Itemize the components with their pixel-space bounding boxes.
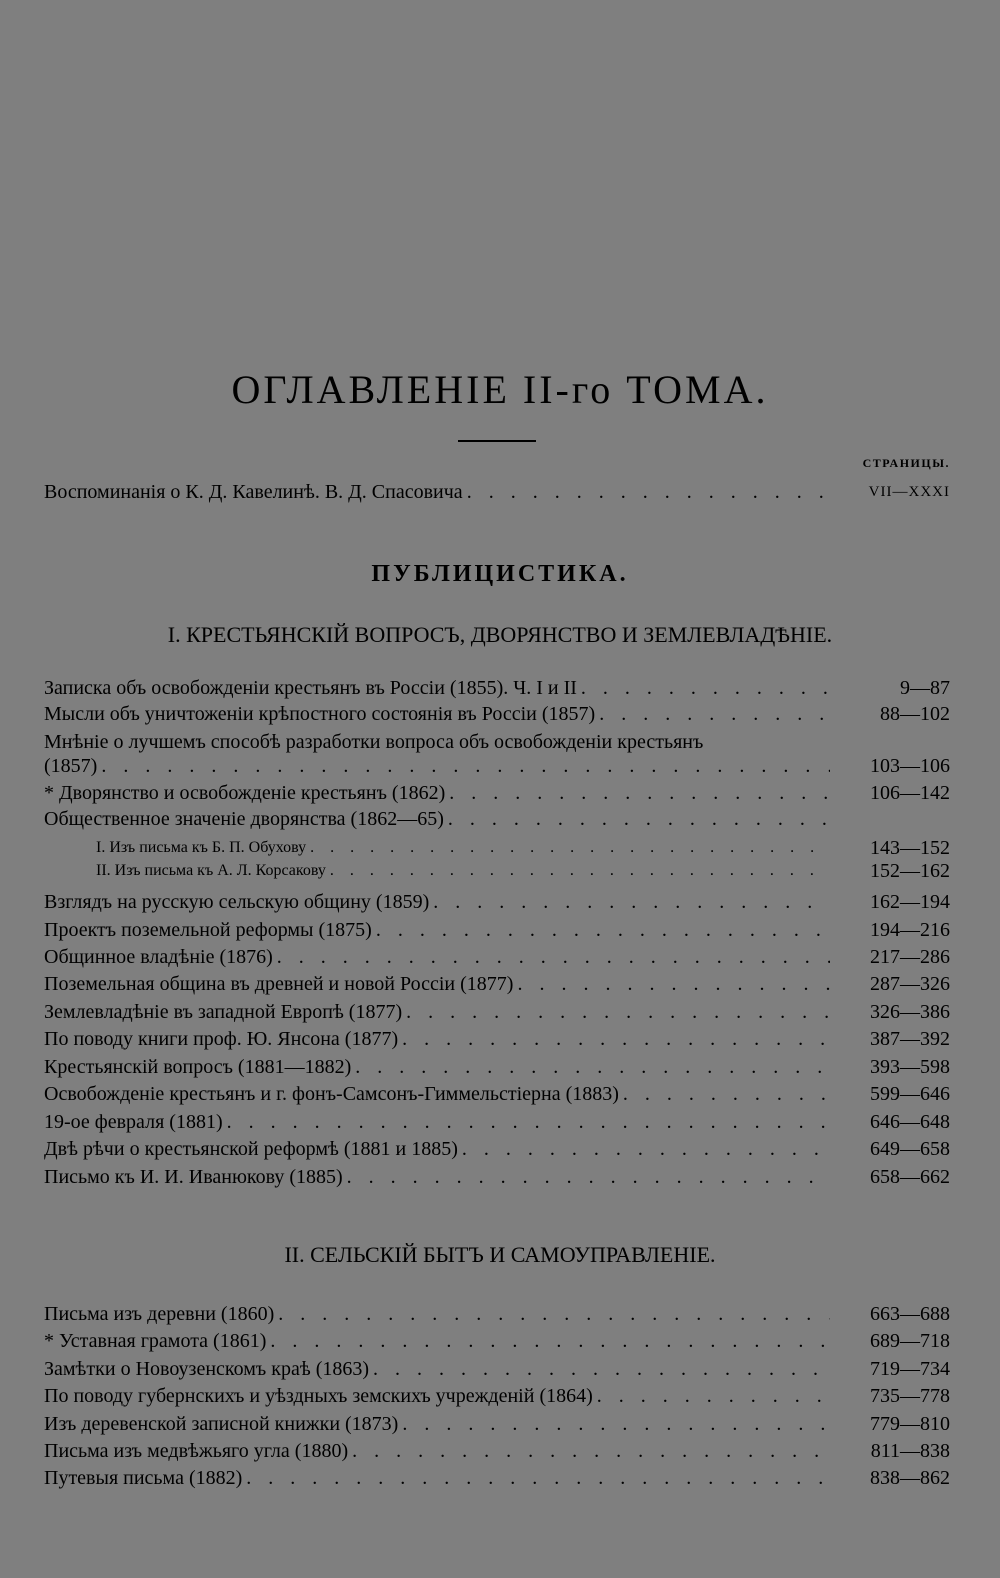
toc-entry-pages: 719—734 <box>870 1358 950 1380</box>
leader-dots <box>278 1300 830 1328</box>
toc-entry-pages: 194—216 <box>870 919 950 941</box>
leader-dots <box>623 1080 830 1108</box>
toc-entry <box>44 1300 950 1328</box>
toc-entry <box>44 779 950 807</box>
toc-entry-title: I. Изъ письма къ Б. П. Обухову <box>96 839 307 856</box>
toc-entry <box>44 916 950 944</box>
toc-entry <box>44 970 950 998</box>
leader-dots <box>406 998 830 1026</box>
leader-dots <box>373 1355 830 1383</box>
title-rule <box>458 440 536 442</box>
toc-entry-pages: 649—658 <box>870 1138 950 1160</box>
section-heading: I. КРЕСТЬЯНСКІЙ ВОПРОСЪ, ДВОРЯНСТВО И ЗЕМЛЕВЛАДѢНІЕ. <box>167 622 833 647</box>
leader-dots <box>355 1053 830 1081</box>
toc-entry-title: Воспоминанія о К. Д. Кавелинѣ. В. Д. Спасовича <box>44 481 463 503</box>
toc-entry-pages: 658—662 <box>870 1166 950 1188</box>
toc-entry-pages: 387—392 <box>870 1028 950 1050</box>
toc-entry <box>44 1410 950 1438</box>
leader-dots <box>352 1437 830 1465</box>
leader-dots <box>467 478 830 506</box>
leader-dots <box>402 1410 830 1438</box>
toc-entry-title: Землевладѣніе въ западной Европѣ (1877) <box>44 1001 403 1023</box>
toc-entry <box>44 1437 950 1465</box>
toc-entry-title: Письмо къ И. И. Иванюкову (1885) <box>44 1166 343 1188</box>
leader-dots <box>581 674 830 702</box>
toc-entry-title: Двѣ рѣчи о крестьянской реформѣ (1881 и 1885) <box>44 1138 458 1160</box>
toc-entry-pages: 646—648 <box>870 1111 950 1133</box>
toc-entry-pages: 838—862 <box>870 1467 950 1489</box>
toc-entry-pages: 287—326 <box>870 973 950 995</box>
toc-entry <box>44 1080 950 1108</box>
toc-subentry <box>96 857 950 885</box>
toc-entry-title: Общественное значеніе дворянства (1862—65) <box>44 808 444 830</box>
toc-entry <box>44 1355 950 1383</box>
toc-entry-pages: 393—598 <box>870 1056 950 1078</box>
leader-dots <box>597 1382 830 1410</box>
toc-entry-title: Письма изъ медвѣжьяго угла (1880) <box>44 1440 349 1462</box>
toc-entry-title: Освобожденіе крестьянъ и г. фонъ-Самсонъ-Гиммельстіерна (1883) <box>44 1083 619 1105</box>
toc-entry <box>44 1053 950 1081</box>
toc-entry-pages: 103—106 <box>870 755 950 777</box>
part-heading: ПУБЛИЦИСТИКА. <box>371 561 629 587</box>
toc-entry-title: Мысли объ уничтоженіи крѣпостного состоянія въ Россіи (1857) <box>44 703 596 725</box>
toc-entry <box>44 805 950 833</box>
leader-dots <box>449 779 830 807</box>
toc-entry-title: Общинное владѣніе (1876) <box>44 946 273 968</box>
toc-entry-title-cont: (1857) <box>44 755 98 777</box>
page-title: ОГЛАВЛЕНІЕ II-го ТОМА. <box>231 367 769 412</box>
toc-entry-title: Замѣтки о Новоузенскомъ краѣ (1863) <box>44 1358 370 1380</box>
leader-dots <box>517 970 830 998</box>
toc-entry-title: Письма изъ деревни (1860) <box>44 1303 275 1325</box>
pages-column-label: СТРАНИЦЫ. <box>862 456 950 470</box>
leader-dots <box>227 1108 830 1136</box>
leader-dots <box>462 1135 830 1163</box>
toc-entry <box>44 674 950 702</box>
toc-entry-pages: 599—646 <box>870 1083 950 1105</box>
toc-entry-title: Мнѣніе о лучшемъ способѣ разработки вопроса объ освобожденіи крестьянъ <box>44 731 704 753</box>
toc-entry-pages: 106—142 <box>870 782 950 804</box>
leader-dots <box>101 752 830 780</box>
toc-entry <box>44 752 950 780</box>
toc-entry-title: 19-ое февраля (1881) <box>44 1111 223 1133</box>
leader-dots <box>246 1464 830 1492</box>
toc-entry <box>44 1464 950 1492</box>
toc-entry-title: По поводу книги проф. Ю. Янсона (1877) <box>44 1028 399 1050</box>
leader-dots <box>270 1327 830 1355</box>
toc-entry-pages: 143—152 <box>870 837 950 859</box>
toc-entry-pages: 152—162 <box>870 860 950 882</box>
leader-dots <box>433 888 830 916</box>
toc-entry-title: * Уставная грамота (1861) <box>44 1330 267 1352</box>
toc-entry-title: * Дворянство и освобожденіе крестьянъ (1862) <box>44 782 446 804</box>
toc-entry-pages: VII—XXXI <box>868 484 950 500</box>
leader-dots <box>376 916 830 944</box>
toc-entry-pages: 88—102 <box>880 703 950 725</box>
toc-entry <box>44 700 950 728</box>
toc-entry-title: Путевыя письма (1882) <box>44 1467 243 1489</box>
toc-entry-title: Крестьянскій вопросъ (1881—1882) <box>44 1056 352 1078</box>
toc-entry <box>44 1108 950 1136</box>
leader-dots <box>347 1163 830 1191</box>
toc-entry-pages: 663—688 <box>870 1303 950 1325</box>
toc-entry-pages: 9—87 <box>900 677 950 699</box>
toc-entry-pages: 811—838 <box>870 1440 950 1462</box>
toc-entry-pages: 217—286 <box>870 946 950 968</box>
leader-dots <box>330 857 830 885</box>
toc-entry-title: Изъ деревенской записной книжки (1873) <box>44 1413 399 1435</box>
toc-entry <box>44 998 950 1026</box>
toc-entry <box>44 1327 950 1355</box>
toc-entry-title: По поводу губернскихъ и уѣздныхъ земскихъ учрежденій (1864) <box>44 1385 593 1407</box>
leader-dots <box>599 700 830 728</box>
toc-entry <box>44 1163 950 1191</box>
toc-entry-title: Взглядъ на русскую сельскую общину (1859) <box>44 891 430 913</box>
toc-entry-title: Поземельная община въ древней и новой Россіи (1877) <box>44 973 514 995</box>
toc-entry-intro <box>44 478 950 506</box>
leader-dots <box>448 805 830 833</box>
toc-entry-title: II. Изъ письма къ А. Л. Корсакову <box>96 862 326 879</box>
leader-dots <box>402 1025 830 1053</box>
section-heading: II. СЕЛЬСКІЙ БЫТЪ И САМОУПРАВЛЕНІЕ. <box>284 1242 716 1267</box>
toc-entry <box>44 1135 950 1163</box>
toc-entry <box>44 1382 950 1410</box>
toc-entry-pages: 689—718 <box>870 1330 950 1352</box>
toc-entry-title: Проектъ поземельной реформы (1875) <box>44 919 372 941</box>
toc-entry-pages: 779—810 <box>870 1413 950 1435</box>
toc-entry-pages: 162—194 <box>870 891 950 913</box>
toc-entry-pages: 326—386 <box>870 1001 950 1023</box>
toc-entry <box>44 888 950 916</box>
toc-entry <box>44 943 950 971</box>
toc-entry-pages: 735—778 <box>870 1385 950 1407</box>
leader-dots <box>277 943 830 971</box>
toc-entry <box>44 1025 950 1053</box>
toc-entry-title: Записка объ освобожденіи крестьянъ въ Россіи (1855). Ч. I и II <box>44 677 577 699</box>
